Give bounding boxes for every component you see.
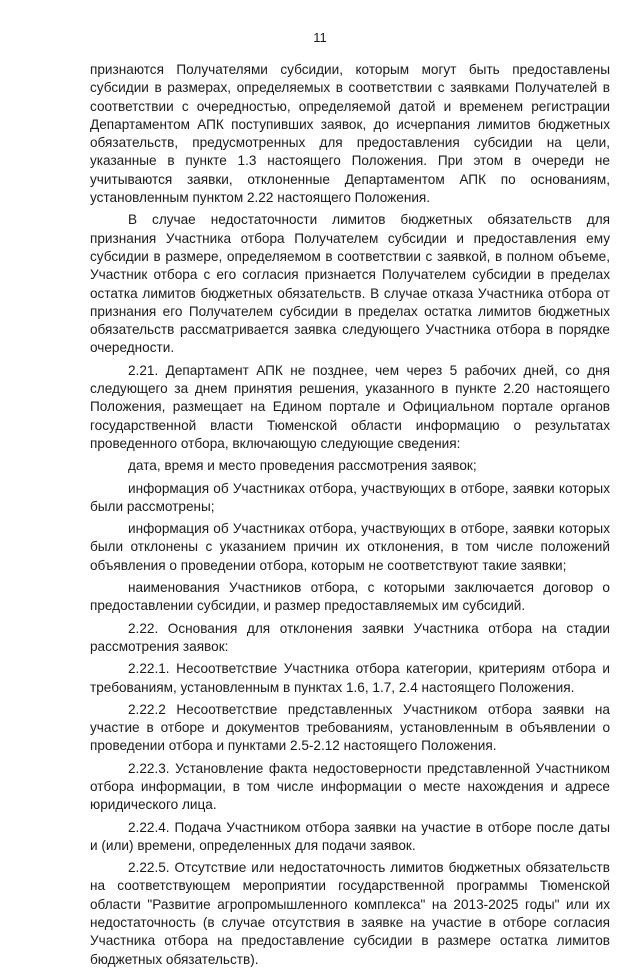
paragraph-2-22-2: 2.22.2 Несоответствие представленных Участником отбора заявки на участие в отборе и документов требованиям, установленным в объявлении о проведении отбора и пунктами 2.5-2.12 настоящего Положения. [90,701,610,754]
paragraph-2-22: 2.22. Основания для отклонения заявки Участника отбора на стадии рассмотрения заявок: [90,620,610,654]
document-body [90,61,610,973]
paragraph-2-21: 2.21. Департамент АПК не позднее, чем через 5 рабочих дней, со дня следующего за днем принятия решения, указанного в пункте 2.20 настоящего Положения, размещает на Едином портале и Официальном портале органов государственной власти Тюменской области информацию о результатах проведенного отбора, включающую следующие сведения: [90,362,610,451]
paragraph-item-date-time: дата, время и место проведения рассмотрения заявок; [128,458,477,474]
paragraph-2-22-4: 2.22.4. Подача Участником отбора заявки на участие в отборе после даты и (или) времени, определенных для подачи заявок. [90,819,610,853]
paragraph-2-22-3: 2.22.3. Установление факта недостоверности представленной Участником отбора информации, в том числе информации о месте нахождения и адресе юридического лица. [90,760,610,813]
paragraph-item-recipients: наименования Участников отбора, с которыми заключается договор о предоставлении субсидии, и размер предоставляемых им субсидий. [90,580,610,614]
paragraph-item-reviewed: информация об Участниках отбора, участвующих в отборе, заявки которых были рассмотрены; [90,480,610,514]
page-number: 11 [313,30,327,45]
paragraph-2-22-5: 2.22.5. Отсутствие или недостаточность лимитов бюджетных обязательств на соответствующем мероприятии государственной программы Тюменской области "Развитие агропромышленного комплекса" на 2013-2025 годы" или их недостаточность (в случае отсутствия в заявке на участие в отборе согласия Участника отбора на предоставление субсидии в размере остатка лимитов бюджетных обязательств). [90,860,610,967]
paragraph-insufficient-limits: В случае недостаточности лимитов бюджетных обязательств для признания Участника отбора Получателем субсидии и предоставления ему субсидии в размере, определяемом в соответствии с заявкой, в полном объеме, Участник отбора с его согласия признается Получателем субсидии в пределах остатка лимитов бюджетных обязательств. В случае отказа Участника отбора от признания его Получателем субсидии в пределах остатка лимитов бюджетных обязательств рассматривается заявка следующего Участника отбора в порядке очередности. [90,212,610,356]
paragraph-continuation: признаются Получателями субсидии, которым могут быть предоставлены субсидии в размерах, определяемых в соответствии с заявками Получателей в соответствии с очередностью, определяемой датой и временем регистрации Департаментом АПК поступивших заявок, до исчерпания лимитов бюджетных обязательств, предусмотренных для предоставления субсидии на цели, указанные в пункте 1.3 настоящего Положения. При этом в очереди не учитываются заявки, отклоненные Департаментом АПК по основаниям, установленным пунктом 2.22 настоящего Положения. [90,62,610,206]
paragraph-2-22-1: 2.22.1. Несоответствие Участника отбора категории, критериям отбора и требованиям, установленным в пунктах 1.6, 1.7, 2.4 настоящего Положения. [90,661,610,695]
paragraph-item-rejected: информация об Участниках отбора, участвующих в отборе, заявки которых были отклонены с указанием причин их отклонения, в том числе положений объявления о проведении отбора, которым не соответствуют такие заявки; [90,521,610,573]
